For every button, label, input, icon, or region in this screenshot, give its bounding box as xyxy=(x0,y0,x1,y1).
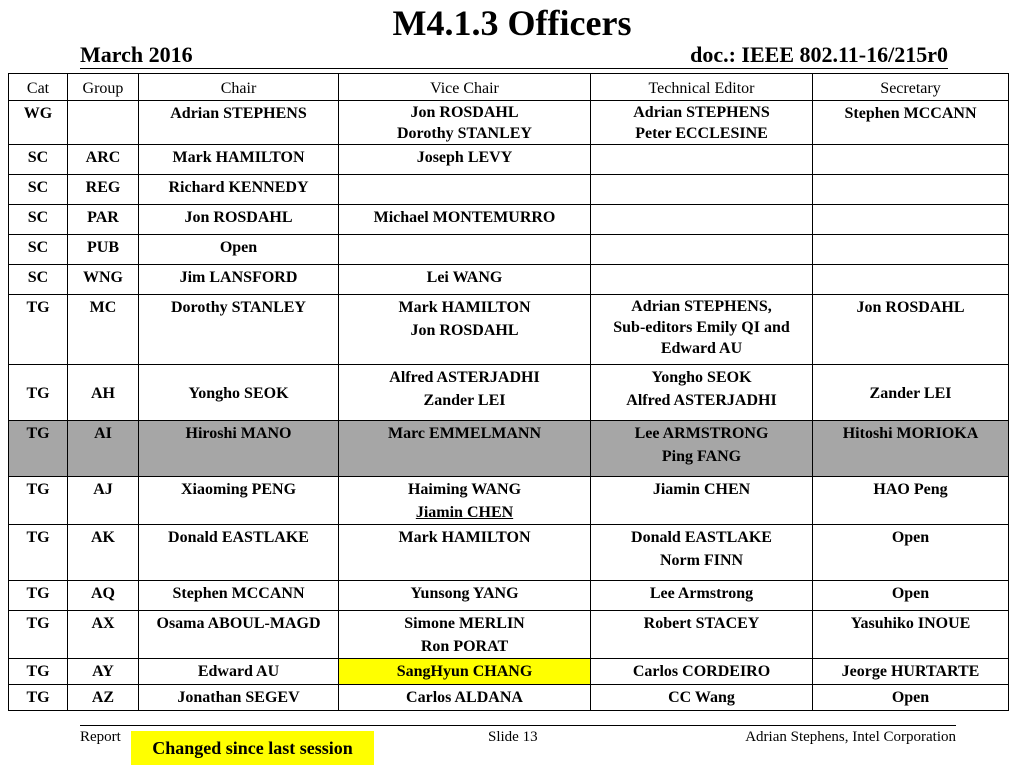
cell-technical-editor xyxy=(591,295,813,365)
cell-line: Jon ROSDAHL xyxy=(184,209,293,226)
cell-line: Simone MERLIN xyxy=(404,615,525,632)
officers-table xyxy=(8,73,1009,711)
cell-secretary xyxy=(813,175,1009,205)
cell-group: AH xyxy=(68,365,139,421)
column-header-chair: Chair xyxy=(139,74,339,101)
cell-cat: TG xyxy=(9,659,68,685)
cell-line: Zander LEI xyxy=(423,392,506,409)
table-row xyxy=(9,205,1009,235)
cell-line: Open xyxy=(891,585,930,602)
cell-vice-chair xyxy=(339,145,591,175)
cell-technical-editor xyxy=(591,611,813,659)
cell-line: Open xyxy=(219,239,258,256)
cell-cat: SC xyxy=(9,175,68,205)
cell-vice-chair xyxy=(339,295,591,365)
cell-technical-editor xyxy=(591,421,813,477)
document-id: doc.: IEEE 802.11-16/215r0 xyxy=(690,42,948,67)
cell-chair xyxy=(139,477,339,525)
cell-secretary xyxy=(813,477,1009,525)
cell-line: Jonathan SEGEV xyxy=(177,689,300,706)
table-row xyxy=(9,101,1009,145)
cell-line: Ping FANG xyxy=(661,448,742,465)
table-row xyxy=(9,685,1009,711)
column-header-cat: Cat xyxy=(9,74,68,101)
cell-line: Stephen MCCANN xyxy=(844,105,977,122)
cell-line: Hitoshi MORIOKA xyxy=(842,425,979,442)
cell-secretary xyxy=(813,421,1009,477)
cell-cat: SC xyxy=(9,265,68,295)
cell-vice-chair-changed xyxy=(339,659,591,685)
cell-secretary xyxy=(813,265,1009,295)
cell-line: Alfred ASTERJADHI xyxy=(626,392,777,409)
cell-secretary xyxy=(813,145,1009,175)
cell-line: Jon ROSDAHL xyxy=(856,299,965,316)
cell-vice-chair xyxy=(339,525,591,581)
cell-technical-editor xyxy=(591,685,813,711)
cell-cat: TG xyxy=(9,477,68,525)
cell-chair xyxy=(139,659,339,685)
cell-chair xyxy=(139,685,339,711)
cell-line: Jim LANSFORD xyxy=(179,269,298,286)
cell-secretary xyxy=(813,611,1009,659)
cell-line: Yongho SEOK xyxy=(651,369,752,386)
cell-line: Adrian STEPHENS, xyxy=(631,298,772,315)
cell-line: Marc EMMELMANN xyxy=(388,425,541,442)
cell-technical-editor xyxy=(591,477,813,525)
cell-line: Lei WANG xyxy=(426,269,503,286)
cell-line: Adrian STEPHENS xyxy=(633,104,770,121)
table-header-row xyxy=(9,74,1009,101)
cell-vice-chair xyxy=(339,265,591,295)
cell-group: AJ xyxy=(68,477,139,525)
cell-line: Mark HAMILTON xyxy=(398,299,531,316)
cell-line: Jiamin CHEN xyxy=(652,481,751,498)
cell-line: Sub-editors Emily QI and xyxy=(613,319,790,336)
cell-chair xyxy=(139,581,339,611)
cell-secretary xyxy=(813,295,1009,365)
cell-secretary xyxy=(813,365,1009,421)
cell-group xyxy=(68,101,139,145)
cell-group: WNG xyxy=(68,265,139,295)
column-header-vice-chair: Vice Chair xyxy=(339,74,591,101)
cell-line: Xiaoming PENG xyxy=(180,481,297,498)
cell-technical-editor xyxy=(591,205,813,235)
cell-line: Yunsong YANG xyxy=(410,585,519,602)
cell-line: Edward AU xyxy=(197,663,280,680)
cell-cat: SC xyxy=(9,145,68,175)
cell-line: Hiroshi MANO xyxy=(185,425,292,442)
cell-line: Jiamin CHEN xyxy=(415,504,514,521)
cell-cat: SC xyxy=(9,235,68,265)
cell-line: Open xyxy=(891,689,930,706)
cell-line: Edward AU xyxy=(660,340,743,357)
table-row xyxy=(9,145,1009,175)
cell-vice-chair xyxy=(339,581,591,611)
changed-legend-badge: Changed since last session xyxy=(131,731,374,765)
cell-line: Dorothy STANLEY xyxy=(397,125,532,142)
cell-vice-chair xyxy=(339,611,591,659)
cell-line: Carlos CORDEIRO xyxy=(632,663,771,680)
footer-author: Adrian Stephens, Intel Corporation xyxy=(745,729,956,745)
column-header-group: Group xyxy=(68,74,139,101)
cell-technical-editor xyxy=(591,581,813,611)
cell-line: Stephen MCCANN xyxy=(172,585,305,602)
cell-line: CC Wang xyxy=(668,689,735,706)
cell-line: Open xyxy=(891,529,930,546)
cell-line: Lee ARMSTRONG xyxy=(634,425,769,442)
cell-vice-chair xyxy=(339,685,591,711)
cell-chair xyxy=(139,101,339,145)
column-header-technical-editor: Technical Editor xyxy=(591,74,813,101)
table-row xyxy=(9,265,1009,295)
table-row xyxy=(9,525,1009,581)
cell-vice-chair xyxy=(339,477,591,525)
cell-vice-chair xyxy=(339,175,591,205)
cell-line: Michael MONTEMURRO xyxy=(373,209,556,226)
cell-group: AX xyxy=(68,611,139,659)
cell-chair xyxy=(139,145,339,175)
cell-cat: TG xyxy=(9,581,68,611)
cell-line: Adrian STEPHENS xyxy=(170,105,307,122)
cell-technical-editor xyxy=(591,235,813,265)
cell-technical-editor xyxy=(591,265,813,295)
cell-cat: SC xyxy=(9,205,68,235)
cell-line: Joseph LEVY xyxy=(416,149,513,166)
cell-line: Yasuhiko INOUE xyxy=(850,615,971,632)
cell-technical-editor xyxy=(591,659,813,685)
cell-technical-editor xyxy=(591,365,813,421)
cell-cat: WG xyxy=(9,101,68,145)
footer-label: Report xyxy=(80,729,121,745)
cell-line: HAO Peng xyxy=(873,481,948,498)
cell-vice-chair xyxy=(339,235,591,265)
cell-chair xyxy=(139,175,339,205)
cell-vice-chair xyxy=(339,421,591,477)
cell-line: Zander LEI xyxy=(869,384,952,402)
cell-line: Yongho SEOK xyxy=(188,384,289,402)
cell-line: Alfred ASTERJADHI xyxy=(389,369,540,386)
cell-group: ARC xyxy=(68,145,139,175)
slide-title: M4.1.3 Officers xyxy=(392,3,632,43)
cell-technical-editor xyxy=(591,145,813,175)
footer-divider xyxy=(80,725,956,726)
table-row xyxy=(9,175,1009,205)
cell-cat: TG xyxy=(9,365,68,421)
cell-cat: TG xyxy=(9,421,68,477)
cell-group: AI xyxy=(68,421,139,477)
table-row xyxy=(9,581,1009,611)
cell-technical-editor xyxy=(591,175,813,205)
cell-group: AY xyxy=(68,659,139,685)
cell-chair xyxy=(139,235,339,265)
slide-number: Slide 13 xyxy=(488,729,538,745)
cell-group: PUB xyxy=(68,235,139,265)
cell-line: Dorothy STANLEY xyxy=(171,299,306,316)
cell-chair xyxy=(139,205,339,235)
cell-cat: TG xyxy=(9,525,68,581)
cell-technical-editor xyxy=(591,525,813,581)
cell-group: MC xyxy=(68,295,139,365)
cell-cat: TG xyxy=(9,611,68,659)
cell-vice-chair xyxy=(339,365,591,421)
cell-secretary xyxy=(813,659,1009,685)
cell-line: Jon ROSDAHL xyxy=(410,322,519,339)
cell-group: AZ xyxy=(68,685,139,711)
cell-group: AK xyxy=(68,525,139,581)
cell-secretary xyxy=(813,235,1009,265)
table-row xyxy=(9,477,1009,525)
cell-secretary xyxy=(813,101,1009,145)
cell-chair xyxy=(139,525,339,581)
cell-vice-chair xyxy=(339,205,591,235)
cell-group: AQ xyxy=(68,581,139,611)
cell-line: Robert STACEY xyxy=(643,615,760,632)
cell-secretary xyxy=(813,685,1009,711)
cell-chair xyxy=(139,421,339,477)
cell-line: Lee Armstrong xyxy=(649,585,754,602)
cell-cat: TG xyxy=(9,295,68,365)
cell-line: Osama ABOUL-MAGD xyxy=(156,615,321,632)
cell-chair xyxy=(139,265,339,295)
cell-line: Mark HAMILTON xyxy=(172,149,305,166)
table-row xyxy=(9,235,1009,265)
cell-line: Donald EASTLAKE xyxy=(168,529,309,546)
table-row xyxy=(9,659,1009,685)
cell-line: Carlos ALDANA xyxy=(406,689,523,706)
cell-line: Norm FINN xyxy=(659,552,744,569)
cell-vice-chair xyxy=(339,101,591,145)
cell-chair xyxy=(139,365,339,421)
column-header-secretary: Secretary xyxy=(813,74,1009,101)
slide-date: March 2016 xyxy=(80,42,193,67)
cell-line: SangHyun CHANG xyxy=(396,663,533,680)
cell-line: Richard KENNEDY xyxy=(168,179,309,196)
cell-secretary xyxy=(813,581,1009,611)
table-row-highlighted xyxy=(9,421,1009,477)
cell-technical-editor xyxy=(591,101,813,145)
cell-line: Jon ROSDAHL xyxy=(410,104,519,121)
table-row xyxy=(9,295,1009,365)
cell-chair xyxy=(139,295,339,365)
cell-group: REG xyxy=(68,175,139,205)
cell-line: Ron PORAT xyxy=(420,638,509,655)
cell-cat: TG xyxy=(9,685,68,711)
cell-secretary xyxy=(813,525,1009,581)
cell-line: Jeorge HURTARTE xyxy=(841,663,980,680)
cell-line: Donald EASTLAKE xyxy=(631,529,772,546)
cell-group: PAR xyxy=(68,205,139,235)
header-divider xyxy=(80,68,948,69)
cell-line: Haiming WANG xyxy=(407,481,522,498)
cell-line: Mark HAMILTON xyxy=(398,529,531,546)
cell-chair xyxy=(139,611,339,659)
cell-line: Peter ECCLESINE xyxy=(635,125,768,142)
table-row xyxy=(9,611,1009,659)
table-row xyxy=(9,365,1009,421)
cell-secretary xyxy=(813,205,1009,235)
